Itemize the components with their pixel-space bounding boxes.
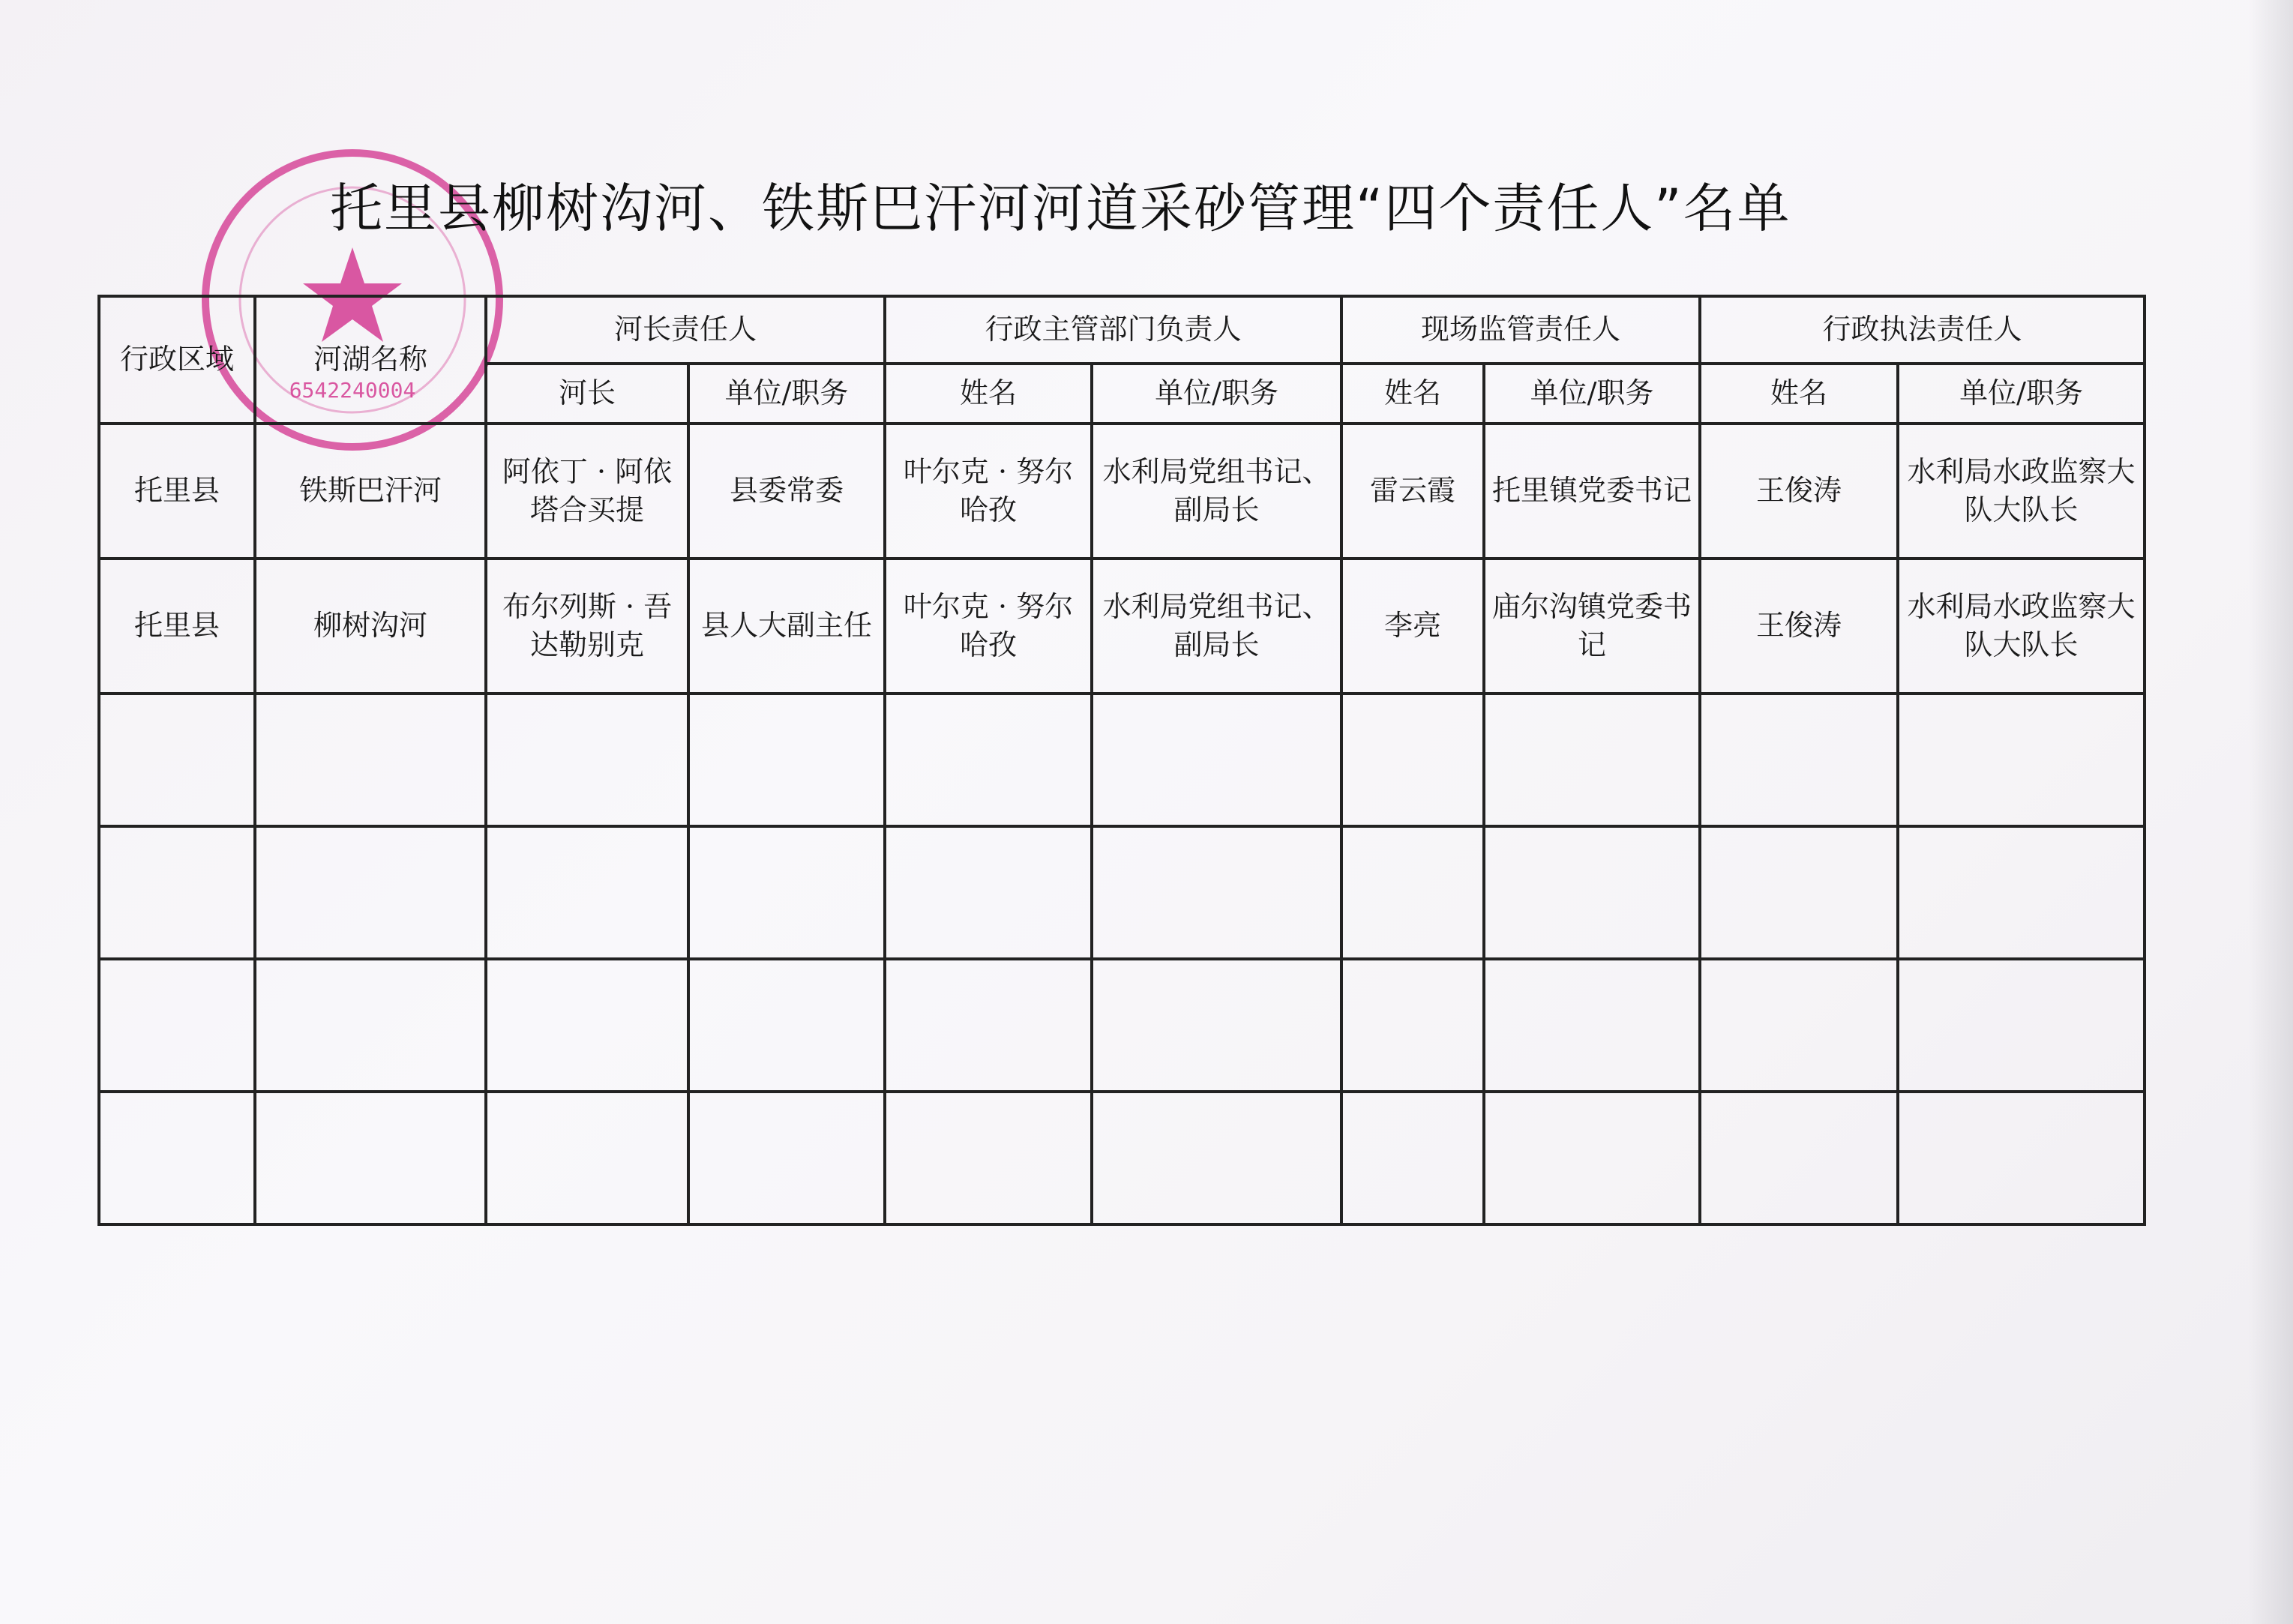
subheader-unit-position: 单位/职务	[1092, 364, 1341, 424]
empty-table-row	[99, 826, 2145, 959]
subheader-unit-position: 单位/职务	[1898, 364, 2145, 424]
cell-unit-position: 县人大副主任	[688, 559, 885, 694]
cell-unit-position: 水利局党组书记、副局长	[1092, 424, 1341, 559]
table-row	[99, 559, 2145, 694]
cell-name: 王俊涛	[1700, 424, 1898, 559]
cell-unit-position: 水利局水政监察大队大队长	[1898, 424, 2145, 559]
page-edge-shadow	[2248, 0, 2293, 1624]
cell-region: 托里县	[99, 559, 255, 694]
cell-name: 叶尔克 · 努尔哈孜	[885, 559, 1092, 694]
document-title: 托里县柳树沟河、铁斯巴汗河河道采砂管理“四个责任人”名单	[330, 178, 1791, 239]
responsibility-table	[97, 295, 2146, 1226]
cell-name: 李亮	[1341, 559, 1484, 694]
cell-name: 叶尔克 · 努尔哈孜	[885, 424, 1092, 559]
cell-river: 铁斯巴汗河	[255, 424, 486, 559]
subheader-unit-position: 单位/职务	[688, 364, 885, 424]
cell-unit-position: 水利局党组书记、副局长	[1092, 559, 1341, 694]
header-river-name: 河湖名称	[255, 296, 486, 424]
header-group-river-chief: 河长责任人	[486, 296, 885, 364]
table-row	[99, 424, 2145, 559]
subheader-unit-position: 单位/职务	[1484, 364, 1700, 424]
cell-unit-position: 水利局水政监察大队大队长	[1898, 559, 2145, 694]
header-group-law-enforcement: 行政执法责任人	[1700, 296, 2145, 364]
empty-table-row	[99, 1092, 2145, 1224]
subheader-river-chief: 河长	[486, 364, 688, 424]
cell-region: 托里县	[99, 424, 255, 559]
cell-unit-position: 庙尔沟镇党委书记	[1484, 559, 1700, 694]
header-group-site-supervision: 现场监管责任人	[1341, 296, 1700, 364]
subheader-name: 姓名	[1341, 364, 1484, 424]
empty-table-row	[99, 959, 2145, 1092]
header-group-admin-dept: 行政主管部门负责人	[885, 296, 1341, 364]
cell-name: 雷云霞	[1341, 424, 1484, 559]
seal-number: 6542240004	[289, 378, 416, 403]
empty-table-row	[99, 694, 2145, 826]
subheader-name: 姓名	[1700, 364, 1898, 424]
cell-river: 柳树沟河	[255, 559, 486, 694]
cell-river-chief: 阿依丁 · 阿依塔合买提	[486, 424, 688, 559]
subheader-name: 姓名	[885, 364, 1092, 424]
header-region: 行政区域	[99, 296, 255, 424]
cell-river-chief: 布尔列斯 · 吾达勒别克	[486, 559, 688, 694]
cell-unit-position: 托里镇党委书记	[1484, 424, 1700, 559]
cell-unit-position: 县委常委	[688, 424, 885, 559]
cell-name: 王俊涛	[1700, 559, 1898, 694]
